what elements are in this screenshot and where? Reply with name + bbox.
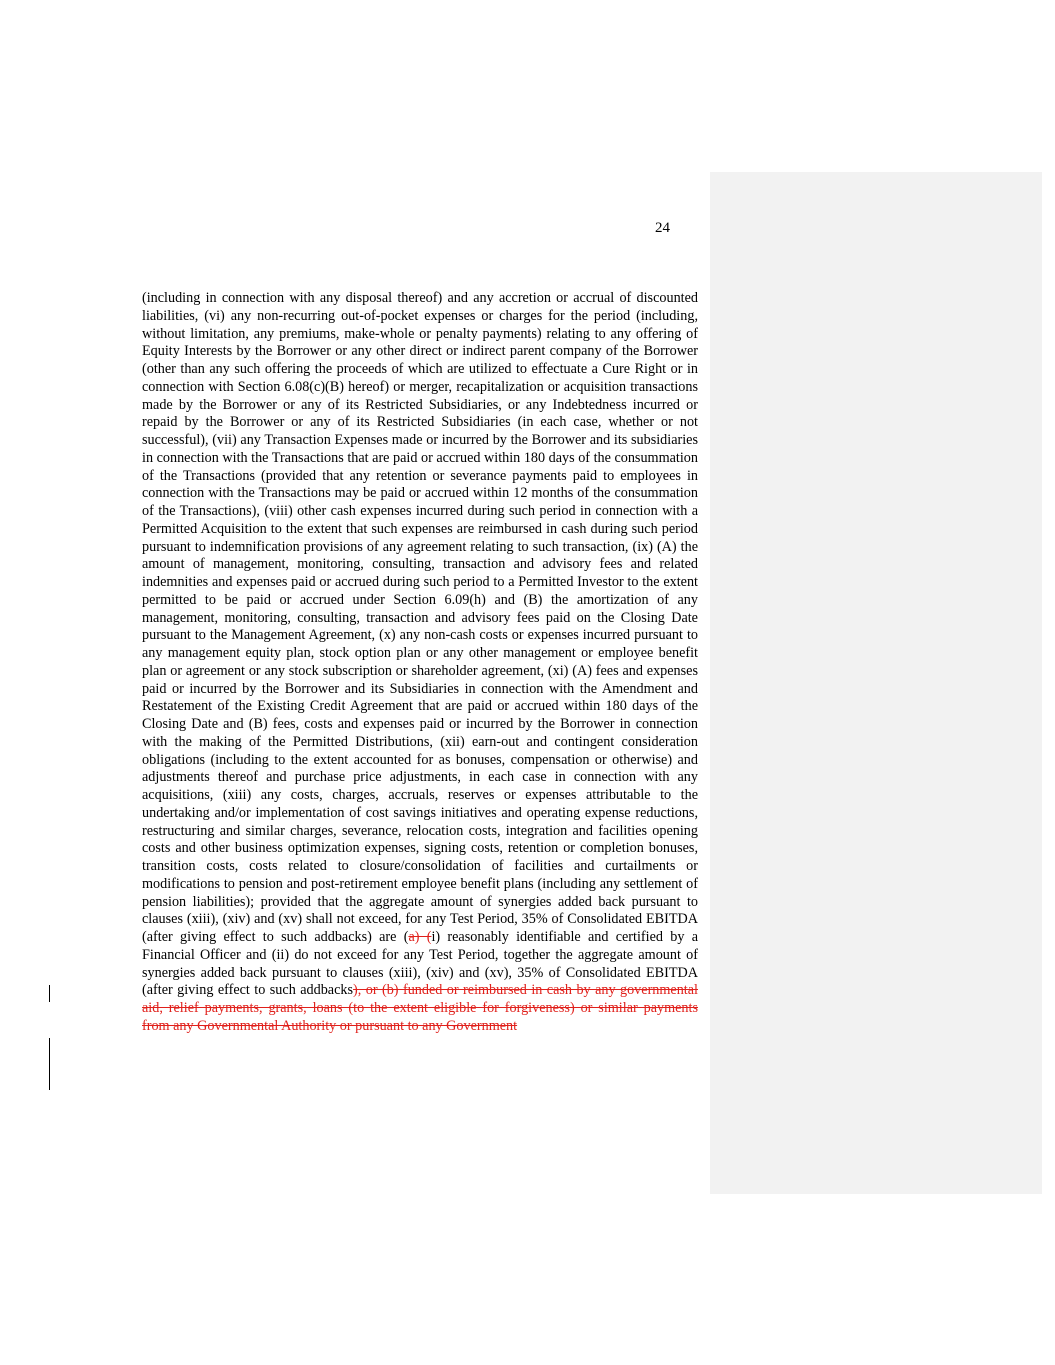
paragraph-text: i) reasonably identifiable and certified by a Financial Officer and (ii) do not exceed for any Test Period, together the aggregate amount of synergies added back pursuant to clauses (xiii), (xiv) and (xv), 35% of Consolidated EBITDA (after giving effect to such addbacks (142, 929, 698, 999)
change-bar (49, 985, 50, 1002)
deleted-text: ), or (b) funded or reimbursed in cash by any governmental aid, relief payments, grants, loans (to the extent eligible for forgiveness) or similar payments from any Governmental Authority or pursuant to any Government (142, 982, 698, 1034)
body-paragraph (142, 290, 698, 1036)
page-number: 24 (655, 220, 670, 236)
comment-pane (710, 172, 1042, 1194)
paragraph-text: (including in connection with any disposal thereof) and any accretion or accrual of discounted liabilities, (vi) any non-recurring out-of-pocket expenses or charges for the period (including, without limitation, any premiums, make-whole or penalty payments) relating to any offering of Equity Interests by the Borrower or any other direct or indirect parent company of the Borrower (other than any such offering the proceeds of which are utilized to effectuate a Cure Right or in connection with Section 6.08(c)(B) hereof) or merger, recapitalization or acquisition transactions made by the Borrower or any of its Restricted Subsidiaries, or any Indebtedness incurred or repaid by the Borrower or any of its Restricted Subsidiaries (in each case, whether or not successful), (vii) any Transaction Expenses made or incurred by the Borrower and its subsidiaries in connection with the Transactions that are paid or accrued within 180 days of the consummation of the Transactions (provided that any retention or severance payments paid to employees in connection with the Transactions may be paid or accrued within 12 months of the consummation of the Transactions), (viii) other cash expenses incurred during such period in connection with a Permitted Acquisition to the extent that such expenses are reimbursed in cash during such period pursuant to indemnification provisions of any agreement relating to such transaction, (ix) (A) the amount of management, monitoring, consulting, transaction and advisory fees and related indemnities and expenses paid or accrued during such period to a Permitted Investor to the extent permitted to be paid or accrued under Section 6.09(h) and (B) the amortization of any management, monitoring, consulting, transaction and advisory fees paid on the Closing Date pursuant to the Management Agreement, (x) any non-cash costs or expenses incurred pursuant to any management equity plan, stock option plan or any other management or employee benefit plan or agreement or any stock subscription or shareholder agreement, (xi) (A) fees and expenses paid or incurred by the Borrower and its Subsidiaries in connection with the Amendment and Restatement of the Existing Credit Agreement that are paid or accrued within 180 days of the Closing Date and (B) fees, costs and expenses paid or incurred by the Borrower in connection with the making of the Permitted Distributions, (xii) earn-out and contingent consideration obligations (including to the extent accounted for as bonuses, compensation or otherwise) and adjustments thereof and purchase price adjustments, in each case in connection with any acquisitions, (xiii) any costs, charges, accruals, reserves or expenses attributable to the undertaking and/or implementation of cost savings initiatives and operating expense reductions, restructuring and similar charges, severance, relocation costs, integration and facilities opening costs and other business optimization expenses, signing costs, retention or completion bonuses, transition costs, costs related to closure/consolidation of facilities and curtailments or modifications to pension and post-retirement employee benefit plans (including any settlement of pension liabilities); provided that the aggregate amount of synergies added back pursuant to clauses (xiii), (xiv) and (xv) shall not exceed, for any Test Period, 35% of Consolidated EBITDA (after giving effect to such addbacks) are ( (142, 290, 698, 945)
deleted-text: a) ( (408, 929, 432, 945)
change-bar (49, 1038, 50, 1090)
